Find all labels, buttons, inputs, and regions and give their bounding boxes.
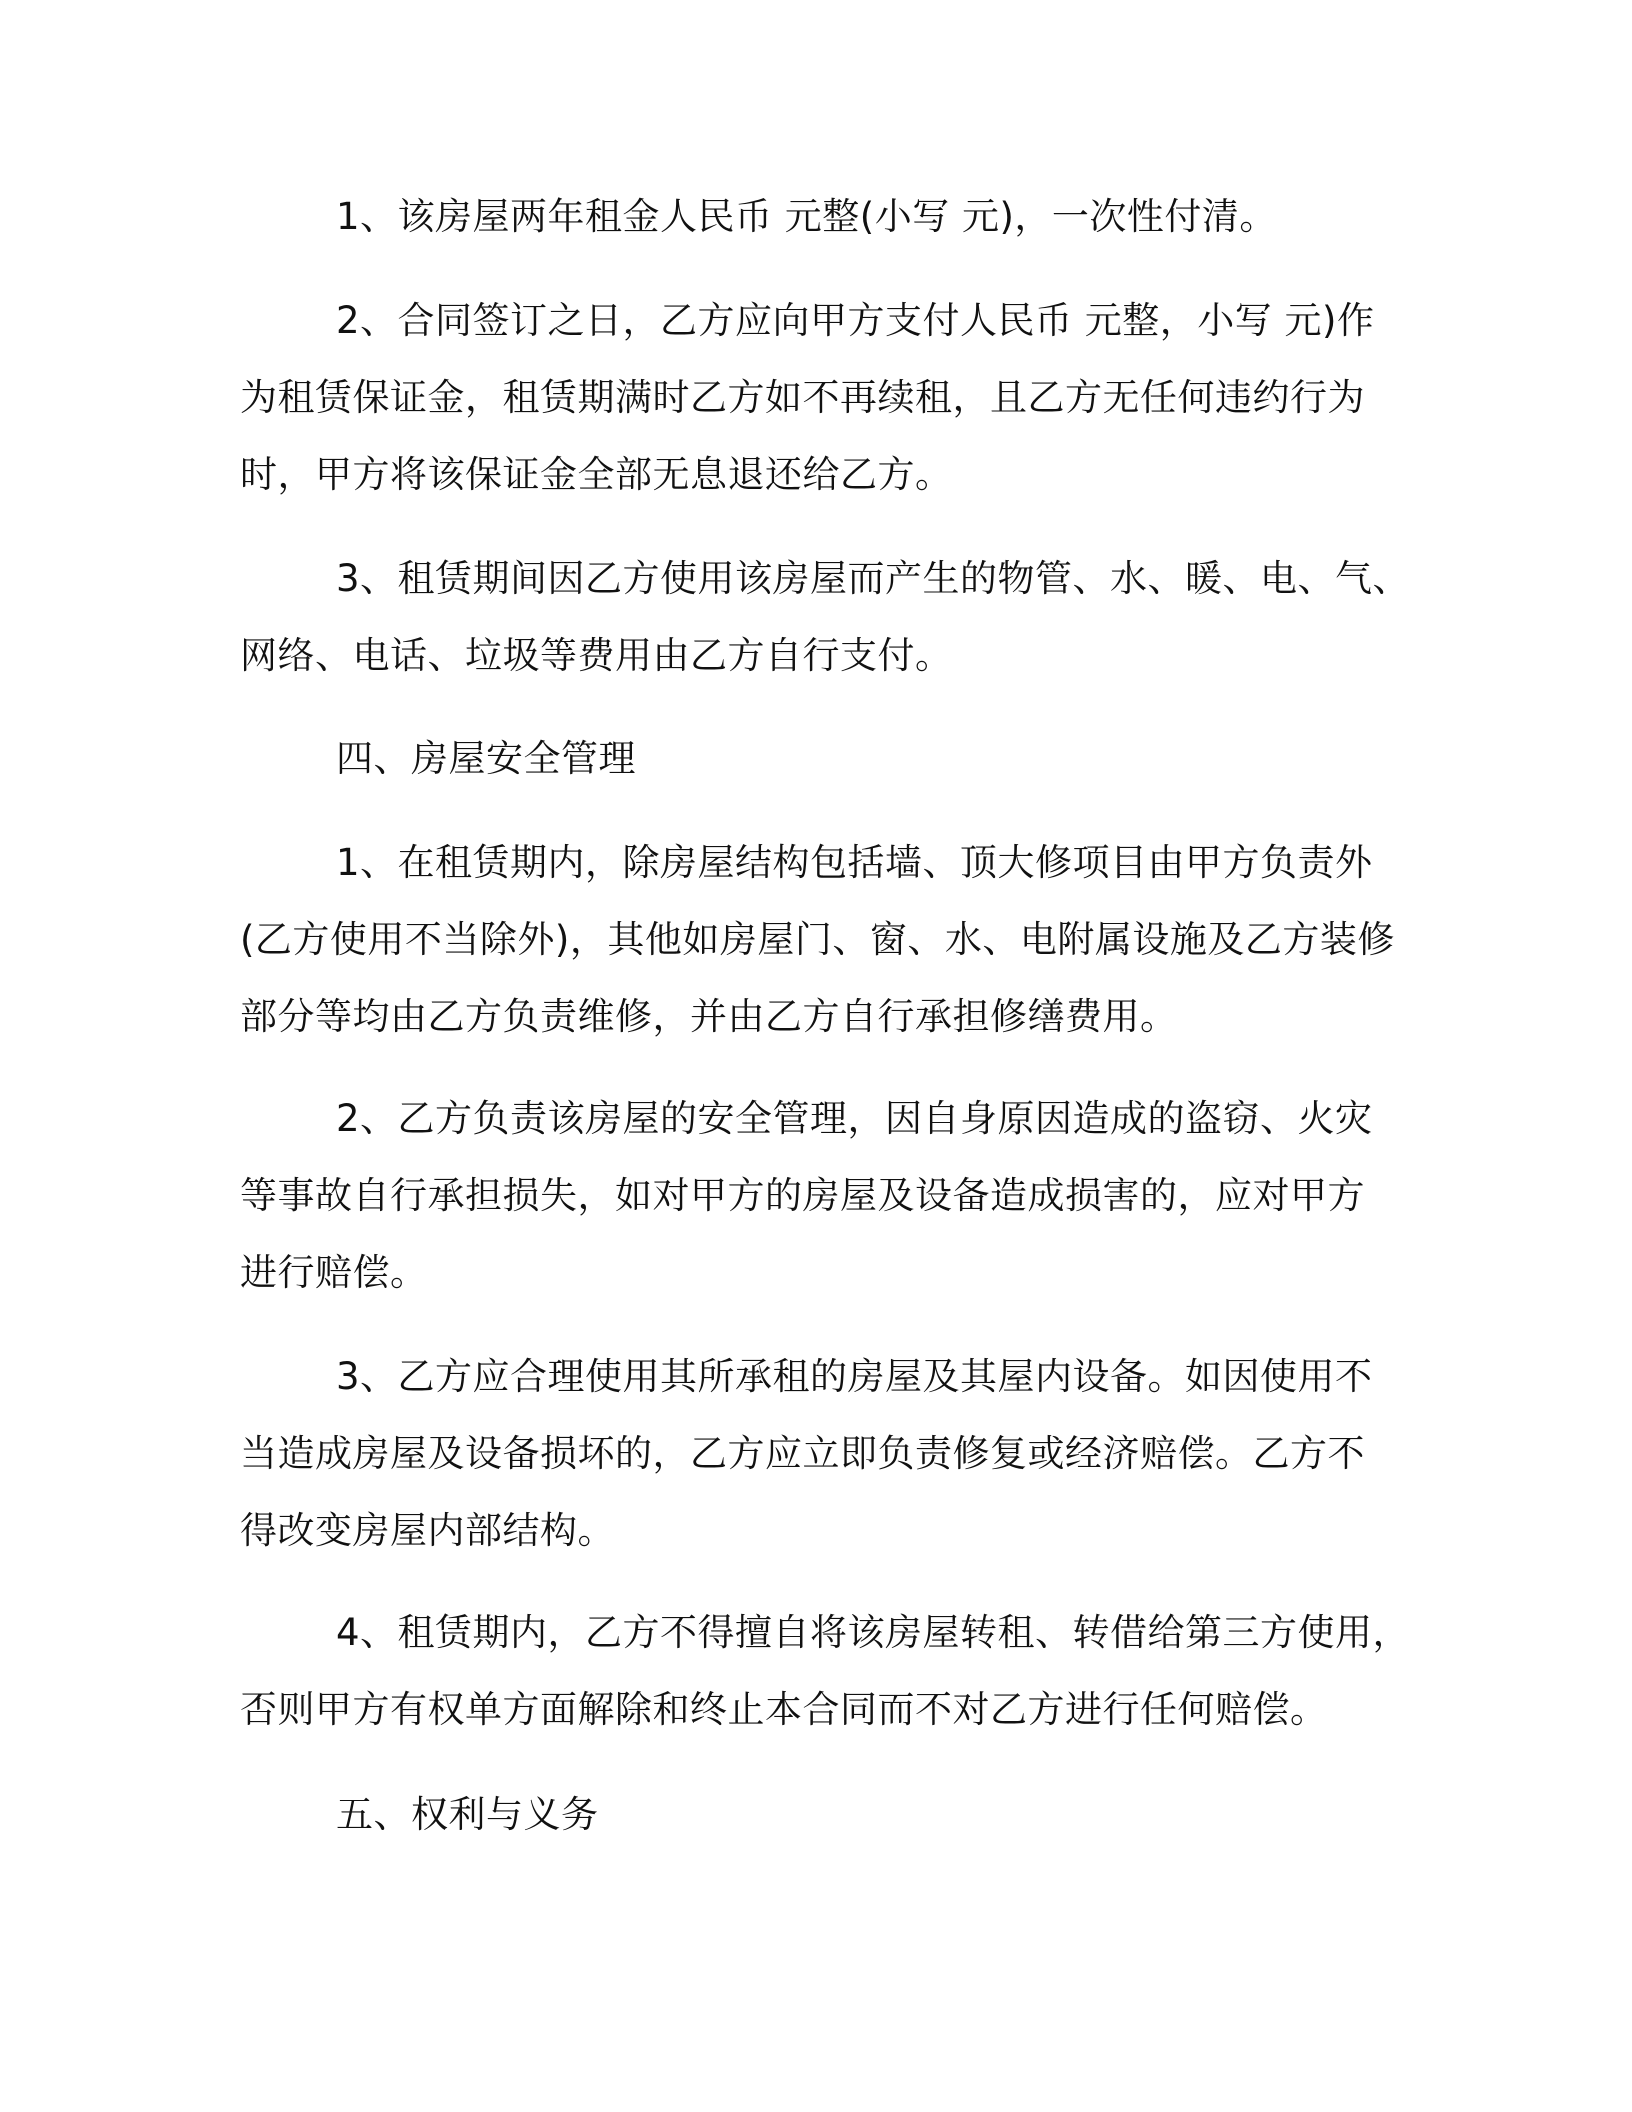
text-line: 为租赁保证金，租赁期满时乙方如不再续租，且乙方无任何违约行为 <box>240 376 1365 419</box>
text-line: 当造成房屋及设备损坏的，乙方应立即负责修复或经济赔偿。乙方不 <box>240 1432 1365 1475</box>
paragraph-deposit <box>240 282 1390 513</box>
paragraph-proper-use <box>240 1338 1390 1569</box>
section-heading-rights <box>240 1776 1390 1853</box>
text-line: 2、合同签订之日，乙方应向甲方支付人民币 元整，小写 元)作 <box>336 299 1375 342</box>
text-line: 得改变房屋内部结构。 <box>240 1509 615 1552</box>
paragraph-sublease <box>240 1594 1411 1748</box>
section-heading-safety <box>240 720 1390 797</box>
text-line: 进行赔偿。 <box>240 1251 428 1294</box>
text-line: 2、乙方负责该房屋的安全管理，因自身原因造成的盗窃、火灾 <box>336 1097 1373 1140</box>
text-line: 1、该房屋两年租金人民币 元整(小写 元)，一次性付清。 <box>336 195 1277 238</box>
text-line: 3、乙方应合理使用其所承租的房屋及其屋内设备。如因使用不 <box>336 1355 1373 1398</box>
section-heading: 五、权利与义务 <box>336 1793 599 1836</box>
text-line: 网络、电话、垃圾等费用由乙方自行支付。 <box>240 634 953 677</box>
paragraph-fees <box>240 540 1411 694</box>
text-line: 4、租赁期内，乙方不得擅自将该房屋转租、转借给第三方使用， <box>336 1611 1411 1654</box>
paragraph-safety-responsibility <box>240 1080 1390 1311</box>
text-line: 否则甲方有权单方面解除和终止本合同而不对乙方进行任何赔偿。 <box>240 1688 1328 1731</box>
paragraph-rent-payment <box>240 178 1390 255</box>
text-line: 部分等均由乙方负责维修，并由乙方自行承担修缮费用。 <box>240 995 1178 1038</box>
text-line: 时，甲方将该保证金全部无息退还给乙方。 <box>240 453 953 496</box>
paragraph-maintenance <box>240 824 1395 1055</box>
text-line: (乙方使用不当除外)，其他如房屋门、窗、水、电附属设施及乙方装修 <box>240 918 1395 961</box>
text-line: 等事故自行承担损失，如对甲方的房屋及设备造成损害的，应对甲方 <box>240 1174 1365 1217</box>
section-heading: 四、房屋安全管理 <box>336 737 636 780</box>
text-line: 3、租赁期间因乙方使用该房屋而产生的物管、水、暖、电、气、 <box>336 557 1411 600</box>
text-line: 1、在租赁期内，除房屋结构包括墙、顶大修项目由甲方负责外 <box>336 841 1373 884</box>
